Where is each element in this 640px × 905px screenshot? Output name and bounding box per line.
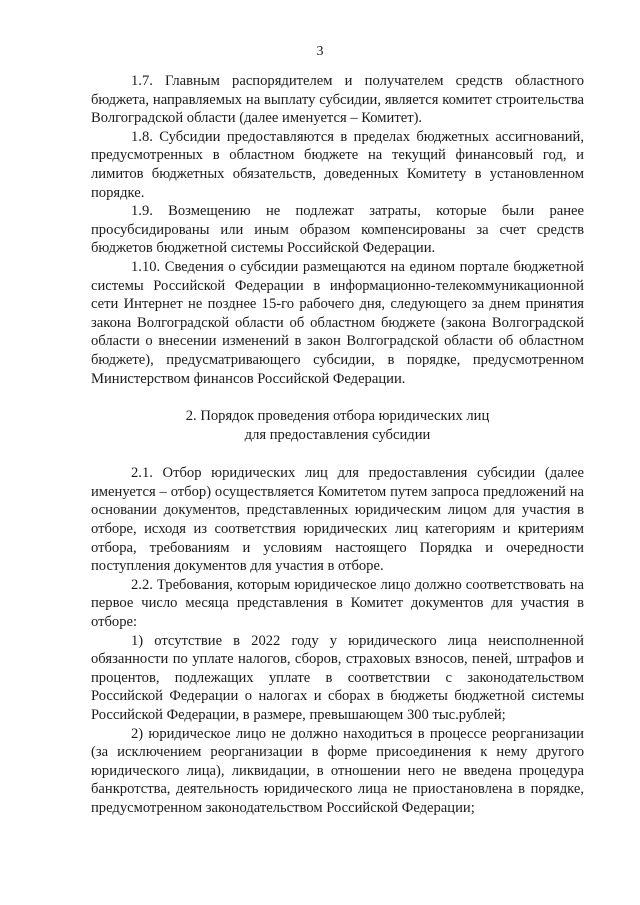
paragraph-1-7: 1.7. Главным распорядителем и получателем средств областного бюджета, направляемых на выплату субсидии, является комитет строительства Волгоградской области (далее именуется – Комитет). xyxy=(91,73,584,127)
section-heading-line-1: 2. Порядок проведения отбора юридических лиц xyxy=(185,408,490,425)
paragraph-1-8: 1.8. Субсидии предоставляются в пределах бюджетных ассигнований, предусмотренных в областном бюджете на текущий финансовый год, и лимитов бюджетных обязательств, доведенных Комитету в установленном порядке. xyxy=(91,128,584,201)
page-number: 3 xyxy=(316,44,324,59)
section-heading xyxy=(91,407,584,444)
section-heading-line-2: для предоставления субсидии xyxy=(244,426,431,443)
paragraph-1-9: 1.9. Возмещению не подлежат затраты, которые были ранее просубсидированы или иным образом компенсированы за счет средств бюджетов бюджетной системы Российской Федерации. xyxy=(91,203,584,257)
paragraph-1-10: 1.10. Сведения о субсидии размещаются на едином портале бюджетной системы Российской Федерации в информационно-телекоммуникационной сети Интернет не позднее 15-го рабочего дня, следующего за днем принятия закона Волгоградской области об областном бюджете (закона Волгоградской области о внесении изменений в закон Волгоградской области об областном бюджете), предусматривающего субсидии, в порядке, предусмотренном Министерством финансов Российской Федерации. xyxy=(91,258,584,387)
document-body xyxy=(91,72,584,818)
list-item-2: 2) юридическое лицо не должно находиться в процессе реорганизации (за исключением реорганизации в форме присоединения к нему другого юридического лица), ликвидации, в отношении него не введена процедура банкротства, деятельность юридического лица не приостановлена в порядке, предусмотренном законодательством Российской Федерации; xyxy=(91,725,584,816)
paragraph-2-2: 2.2. Требования, которым юридическое лицо должно соответствовать на первое число месяца представления в Комитет документов для участия в отборе: xyxy=(91,576,584,631)
list-item-1: 1) отсутствие в 2022 году у юридического лица неисполненной обязанности по уплате налогов, сборов, страховых взносов, пеней, штрафов и процентов, подлежащих уплате в соответствии с законодательством Российской Федерации о налогах и сборах в бюджеты бюджетной системы Российской Федерации, в размере, превышающем 300 тыс.рублей; xyxy=(91,632,584,723)
paragraph-2-1: 2.1. Отбор юридических лиц для предоставления субсидии (далее именуется – отбор) осуществляется Комитетом путем запроса предложений на основании документов, представленных юридическим лицом для участия в отборе, исходя из соответствия юридических лиц категориям и критериям отбора, требованиям и условиям настоящего Порядка и очередности поступления документов для участия в отборе. xyxy=(91,465,584,575)
